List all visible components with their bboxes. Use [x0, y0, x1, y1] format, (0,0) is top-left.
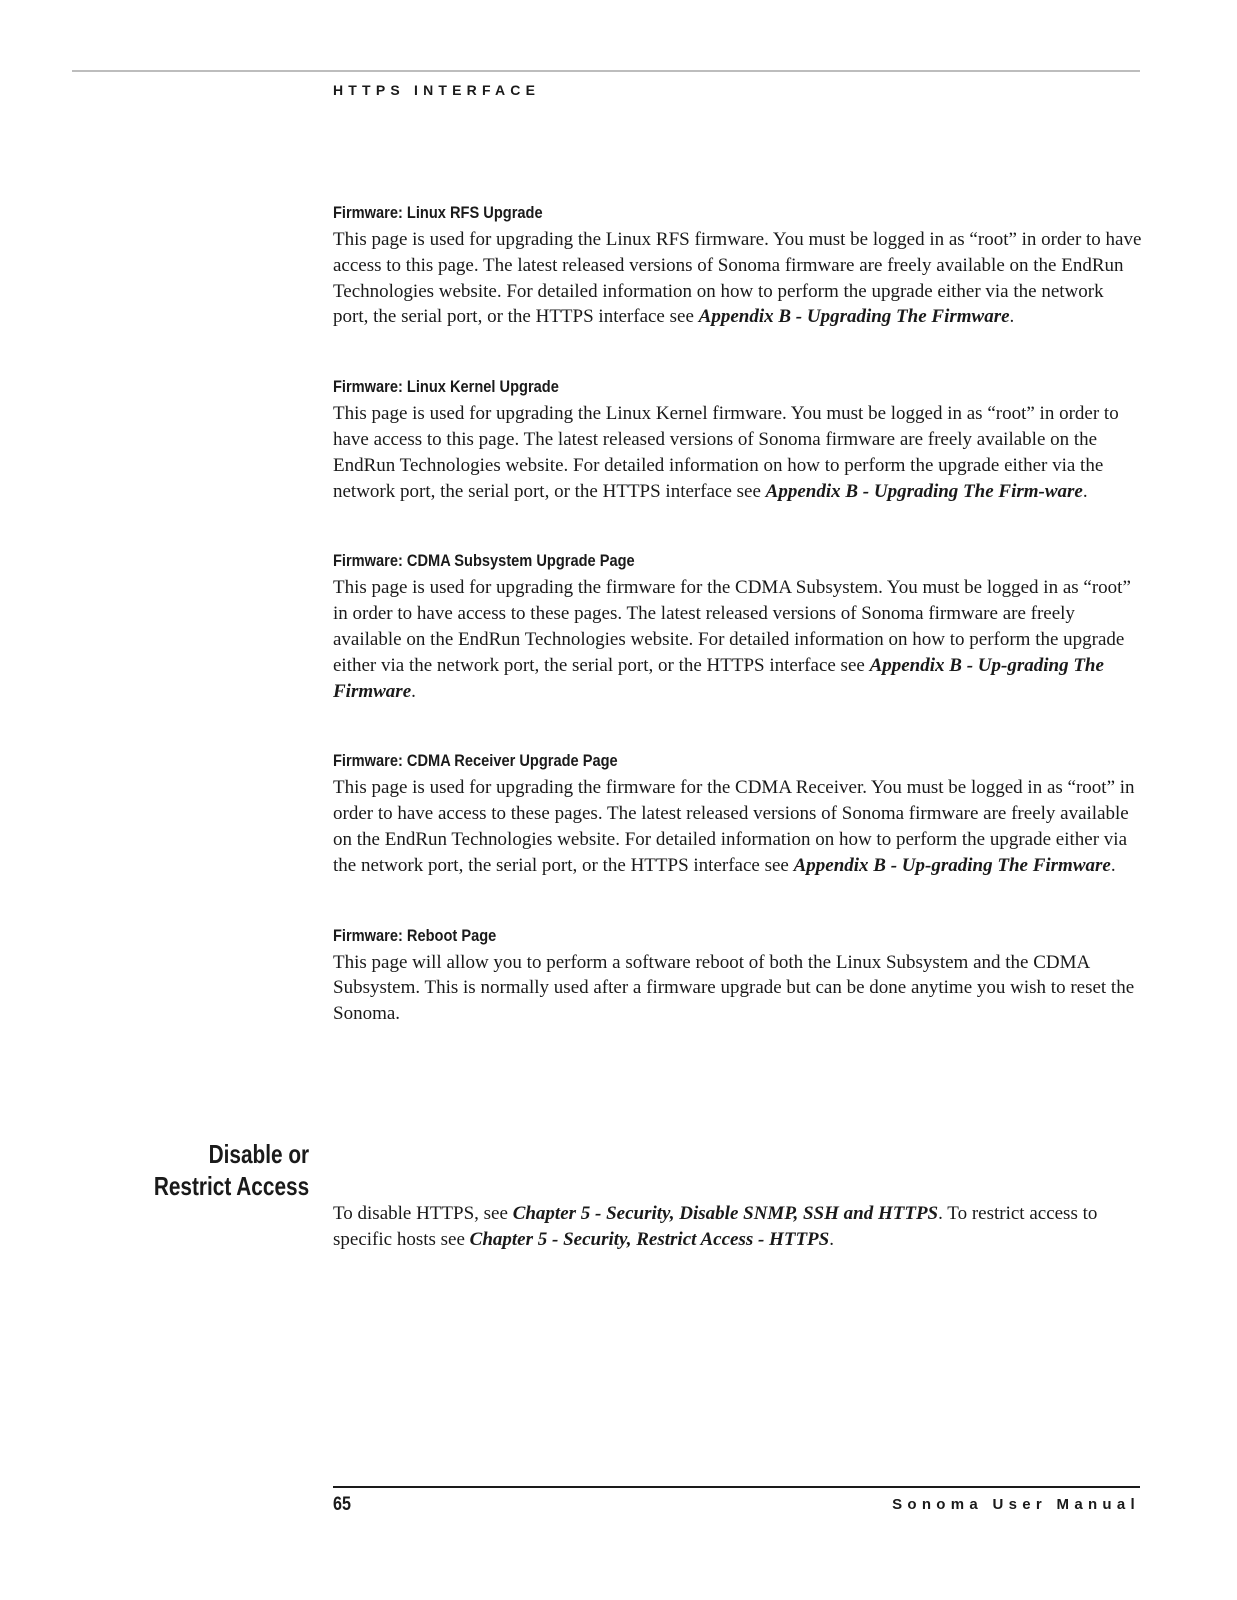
side-heading-disable-restrict-access [154, 1138, 309, 1202]
page-number: 65 [333, 1494, 351, 1515]
section-title: Firmware: Reboot Page [333, 925, 497, 945]
manual-title: Sonoma User Manual [892, 1496, 1140, 1513]
body-text: This page is used for upgrading the firmware for the CDMA Receiver. You must be logged in as “root” in order to have access to these pages. The latest released versions of Sonoma firmware are freely available on the EndRun Technologies website. For detailed information on how to perform the upgrade either via the network port, the serial port, or the HTTPS interface see [333, 777, 1135, 876]
body-tail: . [1009, 306, 1015, 328]
body-text: This page is used for upgrading the Linux RFS firmware. You must be logged in as “root” in order to have access to this page. The latest released versions of Sonoma firmware are freely available on the EndRun Technologies website. For detailed information on how to perform the upgrade either via the network port, the serial port, or the HTTPS interface see [333, 229, 1142, 328]
body-text: This page is used for upgrading the firmware for the CDMA Subsystem. You must be logged in as “root” in order to have access to these pages. The latest released versions of Sonoma firmware are freely available on the EndRun Technologies website. For detailed information on how to perform the upgrade either via the network port, the serial port, or the HTTPS interface see [333, 577, 1131, 676]
sections [333, 202, 1143, 1073]
body-text: . To restrict access to specific hosts see [333, 1203, 1098, 1250]
section-linux-rfs-upgrade [333, 202, 1143, 330]
side-heading-line-1: Disable or [208, 1139, 309, 1169]
cross-reference: Appendix B - Up-grading The Firmware [793, 854, 1111, 876]
header-rule [72, 70, 1140, 72]
body-text: This page is used for upgrading the Linux Kernel firmware. You must be logged in as “root” in order to have access to this page. The latest released versions of Sonoma firmware are freely available on the EndRun Technologies website. For detailed information on how to perform the upgrade either via the network port, the serial port, or the HTTPS interface see [333, 403, 1119, 502]
body-tail: . [411, 680, 416, 702]
body-tail: . [1110, 854, 1116, 876]
body-tail: . [829, 1228, 834, 1250]
body-tail: . [1082, 480, 1088, 502]
section-title: Firmware: CDMA Subsystem Upgrade Page [333, 551, 635, 571]
body-text: This page will allow you to perform a software reboot of both the Linux Subsystem and the CDMA Subsystem. This is normally used after a firmware upgrade but can be done anytime you wish to reset the Sonoma. [333, 951, 1135, 1025]
cross-reference: Appendix B - Upgrading The Firm-ware [765, 480, 1083, 502]
section-cdma-receiver-upgrade [333, 750, 1143, 878]
section-title: Firmware: Linux Kernel Upgrade [333, 377, 559, 397]
body-text: To disable HTTPS, see [333, 1203, 513, 1224]
section-cdma-subsystem-upgrade [333, 550, 1143, 704]
running-head: HTTPS INTERFACE [333, 82, 541, 98]
access-body [333, 1201, 1143, 1253]
section-body [333, 950, 1143, 1027]
section-title: Firmware: CDMA Receiver Upgrade Page [333, 751, 618, 771]
section-body [333, 227, 1143, 330]
section-reboot-page [333, 925, 1143, 1027]
section-body [333, 775, 1143, 878]
section-body [333, 401, 1143, 504]
cross-reference: Chapter 5 - Security, Disable SNMP, SSH and HTTPS [512, 1203, 939, 1224]
section-body [333, 575, 1143, 704]
side-heading-line-2: Restrict Access [153, 1171, 309, 1201]
cross-reference: Chapter 5 - Security, Restrict Access - HTTPS [469, 1228, 830, 1250]
cross-reference: Appendix B - Up-grading The Firmware [333, 654, 1104, 702]
section-linux-kernel-upgrade [333, 376, 1143, 504]
footer-rule [333, 1486, 1140, 1488]
cross-reference: Appendix B - Upgrading The Firmware [698, 306, 1010, 328]
section-title: Firmware: Linux RFS Upgrade [333, 203, 543, 222]
